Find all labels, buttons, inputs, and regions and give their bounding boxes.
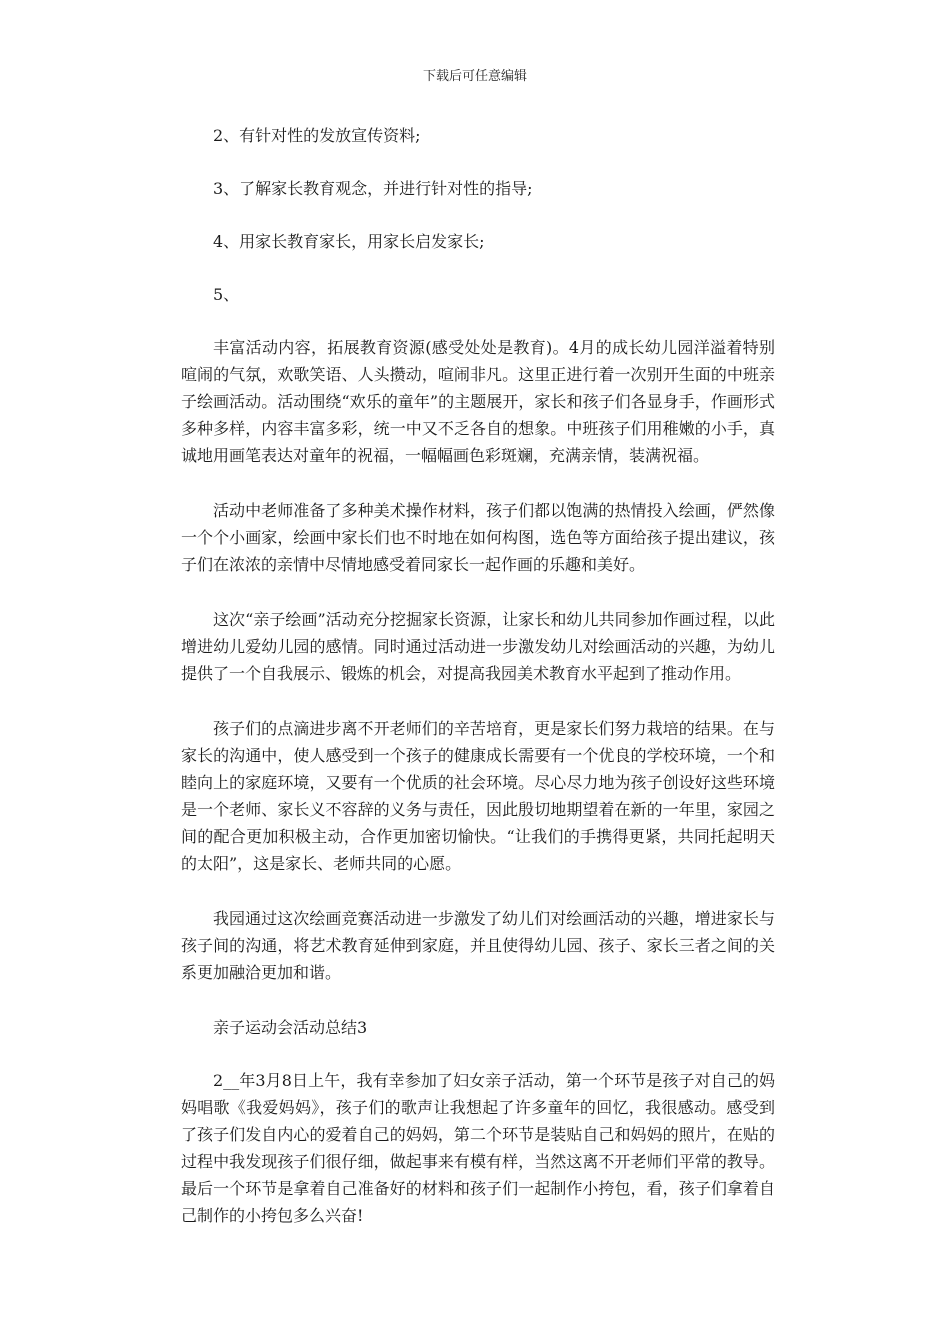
body-paragraph: 我园通过这次绘画竞赛活动进一步激发了幼儿们对绘画活动的兴趣，增进家长与孩子间的沟通，将艺术教育延伸到家庭，并且使得幼儿园、孩子、家长三者之间的关系更加融洽更加和谐。	[181, 909, 775, 982]
body-paragraph: 孩子们的点滴进步离不开老师们的辛苦培育，更是家长们努力栽培的结果。在与家长的沟通中，使人感受到一个孩子的健康成长需要有一个优良的学校环境，一个和睦向上的家庭环境，又要有一个优质的社会环境。尽心尽力地为孩子创设好这些环境是一个老师、家长义不容辞的义务与责任，因此殷切地期望着在新的一年里，家园之间的配合更加积极主动，合作更加密切愉快。“让我们的手携得更紧，共同托起明天的太阳”，这是家长、老师共同的心愿。	[181, 719, 775, 873]
list-item: 5、	[213, 285, 240, 304]
document-body	[181, 122, 775, 1257]
body-paragraph: 丰富活动内容，拓展教育资源(感受处处是教育)。4月的成长幼儿园洋溢着特别喧闹的气氛，欢歌笑语、人头攒动，喧闹非凡。这里正进行着一次别开生面的中班亲子绘画活动。活动围绕“欢乐的童年”的主题展开，家长和孩子们各显身手，作画形式多种多样，内容丰富多彩，统一中又不乏各自的想象。中班孩子们用稚嫩的小手，真诚地用画笔表达对童年的祝福，一幅幅画色彩斑斓，充满亲情，装满祝福。	[181, 338, 775, 465]
page-header-watermark: 下载后可任意编辑	[422, 69, 527, 84]
body-paragraph: 这次“亲子绘画”活动充分挖掘家长资源，让家长和幼儿共同参加作画过程，以此增进幼儿爱幼儿园的感情。同时通过活动进一步激发幼儿对绘画活动的兴趣，为幼儿提供了一个自我展示、锻炼的机会，对提高我园美术教育水平起到了推动作用。	[181, 610, 775, 683]
list-item: 2、有针对性的发放宣传资料;	[213, 126, 421, 145]
section-title: 亲子运动会活动总结3	[213, 1018, 368, 1037]
body-paragraph: 活动中老师准备了多种美术操作材料，孩子们都以饱满的热情投入绘画，俨然像一个个小画家，绘画中家长们也不时地在如何构图，选色等方面给孩子提出建议，孩子们在浓浓的亲情中尽情地感受着同家长一起作画的乐趣和美好。	[181, 501, 775, 574]
list-item: 3、了解家长教育观念，并进行针对性的指导;	[213, 179, 533, 198]
body-paragraph: 2__年3月8日上午，我有幸参加了妇女亲子活动，第一个环节是孩子对自己的妈妈唱歌《我爱妈妈》，孩子们的歌声让我想起了许多童年的回忆，我很感动。感受到了孩子们发自内心的爱着自己的妈妈，第二个环节是装贴自己和妈妈的照片，在贴的过程中我发现孩子们很仔细，做起事来有模有样，当然这离不开老师们平常的教导。最后一个环节是拿着自己准备好的材料和孩子们一起制作小挎包，看，孩子们拿着自己制作的小挎包多么兴奋!	[181, 1071, 775, 1225]
list-item: 4、用家长教育家长，用家长启发家长;	[213, 232, 485, 251]
